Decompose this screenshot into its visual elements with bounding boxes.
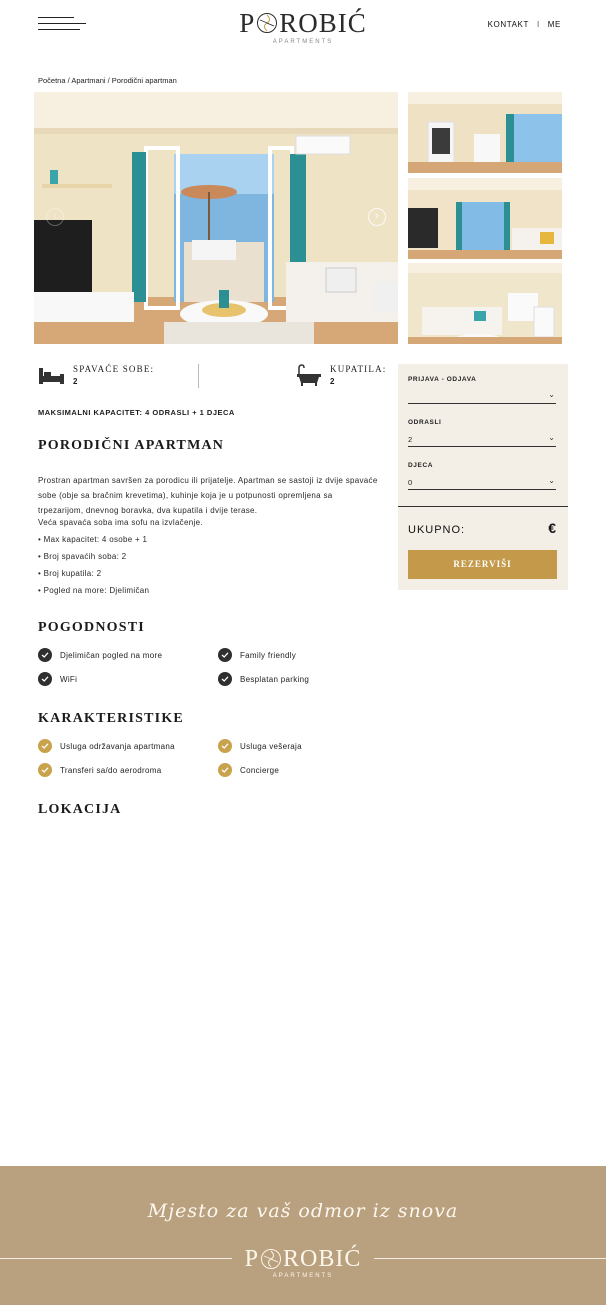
adults-select[interactable] [408,433,556,447]
reserve-button[interactable]: REZERVIŠI [408,550,557,579]
characteristic-label: Concierge [240,765,280,775]
amenity-item [218,672,309,686]
check-circle-icon [218,648,232,662]
characteristic-label: Transferi sa/do aerodroma [60,765,162,775]
chevron-down-icon: ⌄ [548,390,555,399]
gallery-thumbnail[interactable] [408,178,562,259]
footer-slogan: Mjesto za vaš odmor iz snova [147,1200,459,1222]
gallery-prev-button[interactable]: ‹ [46,208,64,226]
gallery-next-button[interactable]: › [368,208,386,226]
check-circle-icon [218,763,232,777]
gallery-thumbnail[interactable] [408,92,562,173]
logo-text: ROBIĆ [279,8,367,38]
check-circle-icon [218,739,232,753]
total-label: UKUPNO: [408,524,466,536]
logo-emblem-icon [256,12,278,34]
logo-text: ROBIĆ [283,1246,362,1272]
footer-line-right [374,1258,606,1259]
thumbnail-photo [408,263,562,344]
amenity-label: Besplatan parking [240,674,310,684]
logo-letter: P [244,1246,259,1272]
check-circle-icon [218,672,232,686]
total-currency: € [548,520,556,536]
footer-line-left [0,1258,232,1259]
menu-hamburger-icon[interactable] [38,16,86,32]
apartment-title: PORODIČNI APARTMAN [38,438,225,453]
booking-divider [398,506,568,507]
location-title: LOKACIJA [38,802,122,817]
thumbnail-photo [408,92,562,173]
characteristic-item [218,763,279,777]
checkin-date-field[interactable] [408,390,556,404]
main-gallery-photo[interactable] [34,92,398,344]
nav-separator: I [536,20,540,29]
footer-logo[interactable] [238,1246,368,1279]
checkin-label: PRIJAVA - ODJAVA [408,376,477,383]
check-circle-icon [38,763,52,777]
max-capacity: MAKSIMALNI KAPACITET: 4 ODRASLI + 1 DJECA [38,408,235,417]
bedrooms-value: 2 [73,377,78,386]
amenity-item [38,672,77,686]
logo-subtitle: APARTMENTS [272,39,334,45]
check-circle-icon [38,672,52,686]
apartment-description: Prostran apartman savršen za porodicu ili prijatelje. Apartman se sastoji iz dvije spavaće sobe (obje sa bračnim krevetima), kuhinje koja je u potpunosti opremljena sa trpezarijom, dnevnog boravka, dva kupatila i dvije terase. [38,476,378,515]
bathrooms-value: 2 [330,377,335,386]
characteristic-label: Usluga vešeraja [240,741,302,751]
adults-label: ODRASLI [408,419,442,426]
bathrooms-label: KUPATILA: [330,364,387,374]
logo-letter: P [239,8,256,38]
check-circle-icon [38,648,52,662]
chevron-down-icon: ⌄ [548,476,555,485]
feature-bullet: • Max kapacitet: 4 osobe + 1 [38,535,148,544]
amenity-item [38,648,162,662]
amenity-item [218,648,296,662]
characteristic-item [38,739,175,753]
chevron-down-icon: ⌄ [548,433,555,442]
characteristic-item [218,739,302,753]
footer-logo-subtitle: APARTMENTS [272,1273,334,1279]
amenities-title: POGODNOSTI [38,620,145,635]
amenity-label: WiFi [60,674,78,684]
site-logo[interactable] [238,8,368,45]
footer [0,1166,606,1305]
feature-bullet: • Broj spavaćih soba: 2 [38,552,127,561]
booking-panel [398,364,568,590]
thumbnail-photo [408,178,562,259]
logo-wordmark [238,8,368,38]
children-select[interactable] [408,476,556,490]
top-nav [488,20,561,29]
bedrooms-label: SPAVAĆE SOBE: [73,364,155,374]
footer-logo-wordmark [238,1246,368,1272]
children-label: DJECA [408,462,434,469]
bathrooms-stat [296,364,386,386]
stats-divider [198,364,199,388]
living-room-photo [34,92,398,344]
nav-contact-link[interactable]: KONTAKT [487,20,529,29]
feature-bullet: • Broj kupatila: 2 [38,569,102,578]
language-switch[interactable]: ME [547,20,561,29]
adults-value: 2 [408,435,413,444]
amenity-label: Family friendly [240,650,297,660]
children-value: 0 [408,478,413,487]
characteristic-item [38,763,161,777]
bathtub-icon [296,364,322,386]
characteristic-label: Usluga održavanja apartmana [60,741,175,751]
characteristics-title: KARAKTERISTIKE [38,711,184,726]
breadcrumb[interactable]: Početna / Apartmani / Porodični apartman [38,76,177,85]
feature-bullet: • Pogled na more: Djelimičan [38,586,150,595]
logo-emblem-icon [260,1248,282,1270]
check-circle-icon [38,739,52,753]
amenity-label: Djelimičan pogled na more [60,650,163,660]
apartment-description-extra: Veća spavaća soba ima sofu na izvlačenje. [38,518,203,527]
bed-icon [38,364,65,386]
gallery-thumbnail[interactable] [408,263,562,344]
bedrooms-stat [38,364,154,386]
